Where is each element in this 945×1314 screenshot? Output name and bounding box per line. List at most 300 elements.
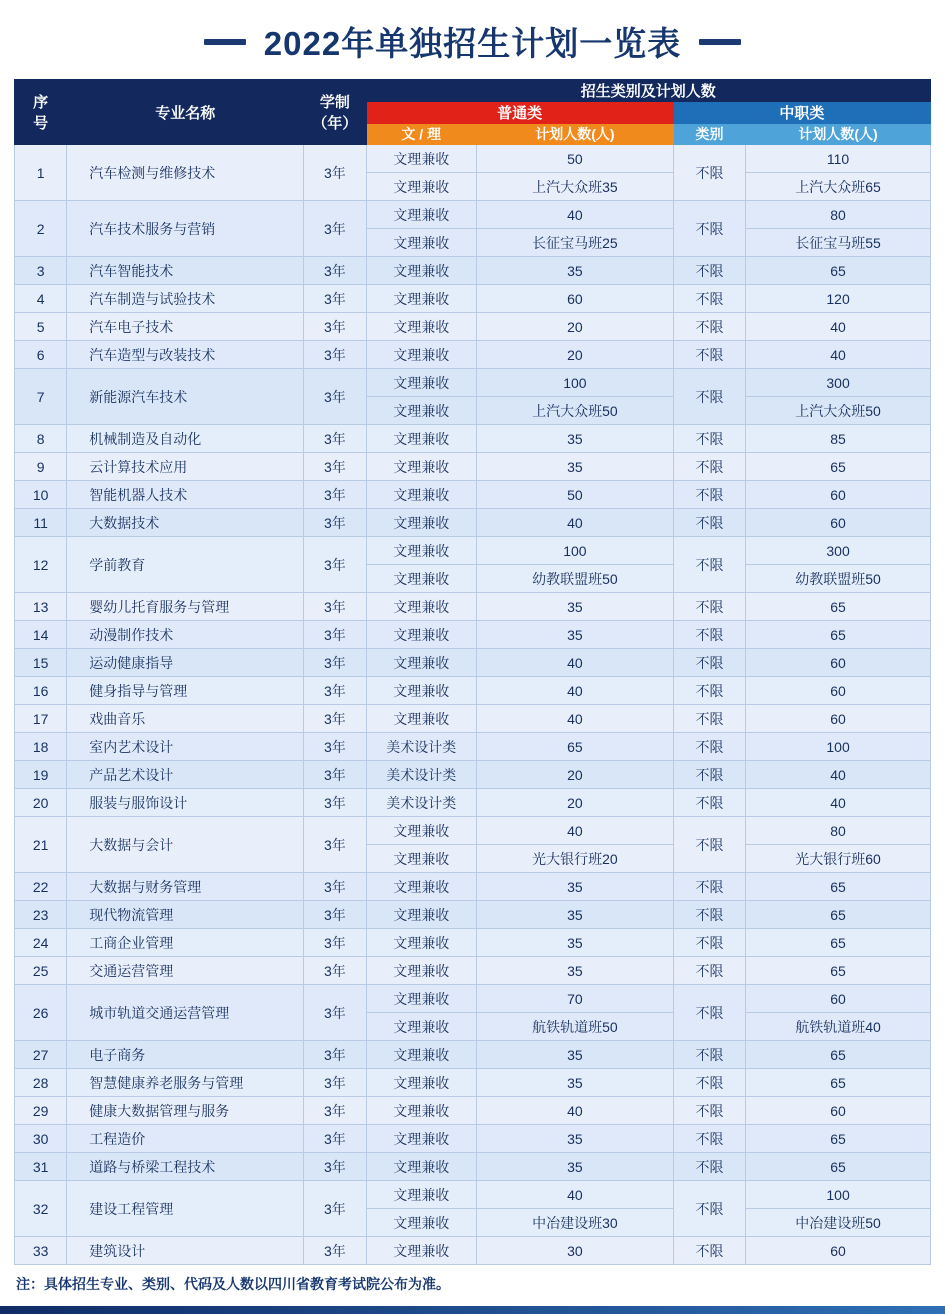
header-plan-zhongzhi: 计划人数(人) — [746, 124, 931, 145]
row-major-name: 工程造价 — [67, 1125, 304, 1153]
row-major-name: 大数据与会计 — [67, 817, 304, 873]
row-index: 10 — [15, 481, 67, 509]
table-row — [15, 817, 931, 845]
table-row — [15, 789, 931, 817]
row-major-name: 大数据与财务管理 — [67, 873, 304, 901]
row-wenli: 文理兼收 — [366, 677, 476, 705]
row-plan-normal: 100 — [476, 369, 673, 397]
row-major-name: 大数据技术 — [67, 509, 304, 537]
table-row — [15, 145, 931, 173]
row-study-years: 3年 — [304, 621, 366, 649]
table-note: 注：具体招生专业、类别、代码及人数以四川省教育考试院公布为准。 — [16, 1276, 450, 1292]
row-wenli: 文理兼收 — [366, 145, 476, 173]
row-study-years: 3年 — [304, 873, 366, 901]
row-plan-normal: 35 — [476, 453, 673, 481]
row-plan-zhongzhi: 65 — [746, 873, 931, 901]
row-study-years: 3年 — [304, 313, 366, 341]
row-plan-zhongzhi: 60 — [746, 509, 931, 537]
row-wenli: 文理兼收 — [366, 565, 476, 593]
row-plan-normal: 35 — [476, 873, 673, 901]
row-plan-normal: 35 — [476, 593, 673, 621]
row-category: 不限 — [673, 929, 745, 957]
row-plan-normal: 35 — [476, 957, 673, 985]
row-category: 不限 — [673, 1153, 745, 1181]
row-category: 不限 — [673, 957, 745, 985]
row-index: 20 — [15, 789, 67, 817]
row-wenli: 文理兼收 — [366, 229, 476, 257]
row-plan-normal: 35 — [476, 929, 673, 957]
row-wenli: 文理兼收 — [366, 1041, 476, 1069]
row-plan-zhongzhi: 60 — [746, 1097, 931, 1125]
row-category: 不限 — [673, 1097, 745, 1125]
row-study-years: 3年 — [304, 1237, 366, 1265]
header-year-line1: 学制 — [319, 94, 350, 111]
row-wenli: 文理兼收 — [366, 173, 476, 201]
row-wenli: 文理兼收 — [366, 285, 476, 313]
row-plan-normal: 幼教联盟班50 — [476, 565, 673, 593]
row-plan-normal: 65 — [476, 733, 673, 761]
table-row — [15, 1153, 931, 1181]
row-index: 15 — [15, 649, 67, 677]
row-wenli: 文理兼收 — [366, 341, 476, 369]
row-study-years: 3年 — [304, 425, 366, 453]
row-wenli: 文理兼收 — [366, 453, 476, 481]
row-wenli: 文理兼收 — [366, 1181, 476, 1209]
row-study-years: 3年 — [304, 761, 366, 789]
row-major-name: 智慧健康养老服务与管理 — [67, 1069, 304, 1097]
row-study-years: 3年 — [304, 509, 366, 537]
row-wenli: 文理兼收 — [366, 985, 476, 1013]
row-study-years: 3年 — [304, 257, 366, 285]
admission-plan-table — [14, 79, 931, 1265]
row-major-name: 工商企业管理 — [67, 929, 304, 957]
row-study-years: 3年 — [304, 649, 366, 677]
row-category: 不限 — [673, 201, 745, 257]
row-wenli: 文理兼收 — [366, 621, 476, 649]
row-wenli: 文理兼收 — [366, 1013, 476, 1041]
row-study-years: 3年 — [304, 985, 366, 1041]
row-plan-zhongzhi: 120 — [746, 285, 931, 313]
row-index: 13 — [15, 593, 67, 621]
row-major-name: 汽车技术服务与营销 — [67, 201, 304, 257]
row-index: 23 — [15, 901, 67, 929]
header-group-title: 招生类别及计划人数 — [366, 80, 931, 102]
row-index: 19 — [15, 761, 67, 789]
row-category: 不限 — [673, 257, 745, 285]
row-study-years: 3年 — [304, 1181, 366, 1237]
row-index: 14 — [15, 621, 67, 649]
row-index: 16 — [15, 677, 67, 705]
row-index: 22 — [15, 873, 67, 901]
row-category: 不限 — [673, 313, 745, 341]
row-plan-normal: 40 — [476, 649, 673, 677]
table-row — [15, 509, 931, 537]
row-major-name: 现代物流管理 — [67, 901, 304, 929]
table-row — [15, 1041, 931, 1069]
row-major-name: 动漫制作技术 — [67, 621, 304, 649]
row-index: 27 — [15, 1041, 67, 1069]
row-study-years: 3年 — [304, 369, 366, 425]
row-study-years: 3年 — [304, 957, 366, 985]
row-plan-normal: 60 — [476, 285, 673, 313]
row-plan-normal: 50 — [476, 481, 673, 509]
row-plan-normal: 40 — [476, 1097, 673, 1125]
row-wenli: 文理兼收 — [366, 593, 476, 621]
row-plan-zhongzhi: 300 — [746, 369, 931, 397]
header-year — [304, 80, 366, 145]
row-wenli: 文理兼收 — [366, 1153, 476, 1181]
header-index — [15, 80, 67, 145]
row-wenli: 文理兼收 — [366, 649, 476, 677]
row-plan-normal: 35 — [476, 621, 673, 649]
table-row — [15, 957, 931, 985]
row-study-years: 3年 — [304, 537, 366, 593]
row-wenli: 文理兼收 — [366, 845, 476, 873]
row-major-name: 汽车造型与改装技术 — [67, 341, 304, 369]
row-plan-normal: 35 — [476, 257, 673, 285]
row-study-years: 3年 — [304, 1125, 366, 1153]
row-index: 4 — [15, 285, 67, 313]
row-category: 不限 — [673, 873, 745, 901]
table-row — [15, 1097, 931, 1125]
row-study-years: 3年 — [304, 901, 366, 929]
row-plan-zhongzhi: 光大银行班60 — [746, 845, 931, 873]
row-index: 33 — [15, 1237, 67, 1265]
row-major-name: 汽车电子技术 — [67, 313, 304, 341]
row-wenli: 文理兼收 — [366, 929, 476, 957]
table-row — [15, 341, 931, 369]
row-wenli: 文理兼收 — [366, 1125, 476, 1153]
row-study-years: 3年 — [304, 1097, 366, 1125]
row-plan-normal: 20 — [476, 761, 673, 789]
row-index: 3 — [15, 257, 67, 285]
row-major-name: 新能源汽车技术 — [67, 369, 304, 425]
footer-bar — [0, 1306, 945, 1314]
row-wenli: 文理兼收 — [366, 901, 476, 929]
row-category: 不限 — [673, 705, 745, 733]
row-wenli: 文理兼收 — [366, 957, 476, 985]
row-major-name: 建设工程管理 — [67, 1181, 304, 1237]
row-wenli: 文理兼收 — [366, 873, 476, 901]
row-wenli: 美术设计类 — [366, 733, 476, 761]
row-index: 11 — [15, 509, 67, 537]
row-category: 不限 — [673, 509, 745, 537]
row-plan-zhongzhi: 65 — [746, 1041, 931, 1069]
row-plan-zhongzhi: 40 — [746, 789, 931, 817]
row-plan-normal: 35 — [476, 1069, 673, 1097]
row-category: 不限 — [673, 537, 745, 593]
row-plan-zhongzhi: 幼教联盟班50 — [746, 565, 931, 593]
table-row — [15, 1237, 931, 1265]
row-major-name: 交通运营管理 — [67, 957, 304, 985]
row-study-years: 3年 — [304, 1069, 366, 1097]
row-index: 5 — [15, 313, 67, 341]
header-wenli: 文 / 理 — [366, 124, 476, 145]
row-major-name: 建筑设计 — [67, 1237, 304, 1265]
row-study-years: 3年 — [304, 733, 366, 761]
row-category: 不限 — [673, 425, 745, 453]
row-major-name: 城市轨道交通运营管理 — [67, 985, 304, 1041]
row-plan-zhongzhi: 40 — [746, 313, 931, 341]
row-plan-zhongzhi: 长征宝马班55 — [746, 229, 931, 257]
row-plan-normal: 20 — [476, 789, 673, 817]
row-category: 不限 — [673, 453, 745, 481]
page-title-bar — [0, 0, 945, 79]
row-plan-normal: 20 — [476, 313, 673, 341]
row-study-years: 3年 — [304, 705, 366, 733]
row-plan-normal: 70 — [476, 985, 673, 1013]
header-row-group — [15, 80, 931, 102]
row-plan-normal: 20 — [476, 341, 673, 369]
row-index: 24 — [15, 929, 67, 957]
row-plan-zhongzhi: 60 — [746, 677, 931, 705]
row-plan-zhongzhi: 60 — [746, 985, 931, 1013]
title-dash-left — [204, 39, 246, 45]
row-index: 26 — [15, 985, 67, 1041]
row-category: 不限 — [673, 621, 745, 649]
table-row — [15, 201, 931, 229]
row-plan-normal: 中冶建设班30 — [476, 1209, 673, 1237]
row-major-name: 服装与服饰设计 — [67, 789, 304, 817]
row-plan-normal: 40 — [476, 677, 673, 705]
row-major-name: 汽车智能技术 — [67, 257, 304, 285]
row-category: 不限 — [673, 1181, 745, 1237]
table-row — [15, 537, 931, 565]
row-plan-normal: 上汽大众班35 — [476, 173, 673, 201]
row-plan-zhongzhi: 65 — [746, 929, 931, 957]
row-wenli: 文理兼收 — [366, 817, 476, 845]
row-major-name: 道路与桥梁工程技术 — [67, 1153, 304, 1181]
row-plan-zhongzhi: 上汽大众班65 — [746, 173, 931, 201]
table-row — [15, 761, 931, 789]
row-wenli: 文理兼收 — [366, 705, 476, 733]
row-plan-zhongzhi: 60 — [746, 481, 931, 509]
row-major-name: 智能机器人技术 — [67, 481, 304, 509]
row-index: 17 — [15, 705, 67, 733]
row-major-name: 戏曲音乐 — [67, 705, 304, 733]
row-index: 2 — [15, 201, 67, 257]
row-category: 不限 — [673, 1069, 745, 1097]
row-category: 不限 — [673, 649, 745, 677]
row-category: 不限 — [673, 481, 745, 509]
row-index: 6 — [15, 341, 67, 369]
row-index: 25 — [15, 957, 67, 985]
row-plan-zhongzhi: 60 — [746, 705, 931, 733]
table-row — [15, 425, 931, 453]
header-category: 类别 — [673, 124, 745, 145]
table-row — [15, 593, 931, 621]
row-index: 8 — [15, 425, 67, 453]
row-study-years: 3年 — [304, 1153, 366, 1181]
row-plan-zhongzhi: 60 — [746, 649, 931, 677]
row-plan-zhongzhi: 110 — [746, 145, 931, 173]
table-row — [15, 901, 931, 929]
header-plan-normal: 计划人数(人) — [476, 124, 673, 145]
row-plan-zhongzhi: 65 — [746, 901, 931, 929]
row-category: 不限 — [673, 761, 745, 789]
row-plan-zhongzhi: 航铁轨道班40 — [746, 1013, 931, 1041]
header-index-line1: 序 — [33, 94, 49, 111]
row-major-name: 云计算技术应用 — [67, 453, 304, 481]
table-head — [15, 80, 931, 145]
row-category: 不限 — [673, 817, 745, 873]
table-row — [15, 649, 931, 677]
row-index: 21 — [15, 817, 67, 873]
row-plan-zhongzhi: 65 — [746, 453, 931, 481]
row-plan-normal: 35 — [476, 1153, 673, 1181]
row-index: 30 — [15, 1125, 67, 1153]
table-row — [15, 1181, 931, 1209]
row-study-years: 3年 — [304, 817, 366, 873]
row-study-years: 3年 — [304, 145, 366, 201]
table-row — [15, 481, 931, 509]
row-plan-zhongzhi: 65 — [746, 1153, 931, 1181]
row-index: 18 — [15, 733, 67, 761]
table-row — [15, 929, 931, 957]
row-plan-zhongzhi: 上汽大众班50 — [746, 397, 931, 425]
table-row — [15, 369, 931, 397]
row-study-years: 3年 — [304, 1041, 366, 1069]
row-category: 不限 — [673, 341, 745, 369]
row-major-name: 健身指导与管理 — [67, 677, 304, 705]
row-category: 不限 — [673, 789, 745, 817]
row-plan-normal: 光大银行班20 — [476, 845, 673, 873]
row-plan-zhongzhi: 65 — [746, 621, 931, 649]
row-index: 31 — [15, 1153, 67, 1181]
row-plan-zhongzhi: 65 — [746, 1125, 931, 1153]
row-wenli: 文理兼收 — [366, 509, 476, 537]
table-body — [15, 145, 931, 1265]
row-category: 不限 — [673, 145, 745, 201]
row-category: 不限 — [673, 593, 745, 621]
row-index: 32 — [15, 1181, 67, 1237]
table-row — [15, 1069, 931, 1097]
row-category: 不限 — [673, 285, 745, 313]
row-wenli: 文理兼收 — [366, 1237, 476, 1265]
table-row — [15, 313, 931, 341]
row-plan-zhongzhi: 60 — [746, 1237, 931, 1265]
row-plan-zhongzhi: 100 — [746, 1181, 931, 1209]
row-plan-zhongzhi: 65 — [746, 957, 931, 985]
row-category: 不限 — [673, 1041, 745, 1069]
row-wenli: 文理兼收 — [366, 1097, 476, 1125]
row-index: 7 — [15, 369, 67, 425]
row-plan-zhongzhi: 65 — [746, 1069, 931, 1097]
row-wenli: 文理兼收 — [366, 481, 476, 509]
row-plan-normal: 35 — [476, 1041, 673, 1069]
row-study-years: 3年 — [304, 341, 366, 369]
row-plan-zhongzhi: 80 — [746, 817, 931, 845]
row-plan-normal: 100 — [476, 537, 673, 565]
table-row — [15, 873, 931, 901]
row-study-years: 3年 — [304, 677, 366, 705]
row-wenli: 文理兼收 — [366, 1209, 476, 1237]
row-plan-normal: 35 — [476, 901, 673, 929]
row-study-years: 3年 — [304, 285, 366, 313]
row-plan-normal: 航铁轨道班50 — [476, 1013, 673, 1041]
row-category: 不限 — [673, 901, 745, 929]
header-group-zhongzhi: 中职类 — [673, 102, 930, 124]
row-plan-zhongzhi: 40 — [746, 341, 931, 369]
row-major-name: 汽车制造与试验技术 — [67, 285, 304, 313]
table-row — [15, 1125, 931, 1153]
row-major-name: 健康大数据管理与服务 — [67, 1097, 304, 1125]
table-row — [15, 705, 931, 733]
row-category: 不限 — [673, 733, 745, 761]
table-row — [15, 733, 931, 761]
row-wenli: 文理兼收 — [366, 425, 476, 453]
row-plan-zhongzhi: 65 — [746, 257, 931, 285]
row-plan-normal: 40 — [476, 201, 673, 229]
row-major-name: 汽车检测与维修技术 — [67, 145, 304, 201]
row-plan-normal: 35 — [476, 425, 673, 453]
row-major-name: 学前教育 — [67, 537, 304, 593]
row-wenli: 美术设计类 — [366, 761, 476, 789]
row-plan-zhongzhi: 100 — [746, 733, 931, 761]
row-wenli: 文理兼收 — [366, 369, 476, 397]
row-study-years: 3年 — [304, 201, 366, 257]
row-study-years: 3年 — [304, 453, 366, 481]
row-wenli: 文理兼收 — [366, 201, 476, 229]
row-study-years: 3年 — [304, 789, 366, 817]
row-major-name: 机械制造及自动化 — [67, 425, 304, 453]
table-row — [15, 257, 931, 285]
row-wenli: 文理兼收 — [366, 257, 476, 285]
row-study-years: 3年 — [304, 481, 366, 509]
row-major-name: 室内艺术设计 — [67, 733, 304, 761]
row-category: 不限 — [673, 1125, 745, 1153]
row-wenli: 美术设计类 — [366, 789, 476, 817]
row-plan-zhongzhi: 中冶建设班50 — [746, 1209, 931, 1237]
row-plan-normal: 50 — [476, 145, 673, 173]
page-title: 2022年单独招生计划一览表 — [263, 25, 682, 62]
table-row — [15, 285, 931, 313]
row-plan-normal: 长征宝马班25 — [476, 229, 673, 257]
table-row — [15, 677, 931, 705]
row-major-name: 婴幼儿托育服务与管理 — [67, 593, 304, 621]
row-major-name: 运动健康指导 — [67, 649, 304, 677]
table-row — [15, 621, 931, 649]
row-study-years: 3年 — [304, 929, 366, 957]
row-index: 1 — [15, 145, 67, 201]
row-major-name: 电子商务 — [67, 1041, 304, 1069]
row-plan-zhongzhi: 65 — [746, 593, 931, 621]
row-plan-normal: 30 — [476, 1237, 673, 1265]
row-plan-zhongzhi: 80 — [746, 201, 931, 229]
table-container — [0, 79, 945, 1265]
table-row — [15, 453, 931, 481]
row-wenli: 文理兼收 — [366, 397, 476, 425]
row-category: 不限 — [673, 369, 745, 425]
row-index: 12 — [15, 537, 67, 593]
row-plan-normal: 40 — [476, 509, 673, 537]
header-year-line2: （年） — [312, 115, 358, 132]
row-index: 28 — [15, 1069, 67, 1097]
row-major-name: 产品艺术设计 — [67, 761, 304, 789]
row-plan-normal: 40 — [476, 1181, 673, 1209]
row-category: 不限 — [673, 1237, 745, 1265]
table-row — [15, 985, 931, 1013]
header-index-line2: 号 — [33, 115, 49, 132]
row-wenli: 文理兼收 — [366, 537, 476, 565]
row-plan-zhongzhi: 85 — [746, 425, 931, 453]
row-wenli: 文理兼收 — [366, 313, 476, 341]
row-study-years: 3年 — [304, 593, 366, 621]
row-wenli: 文理兼收 — [366, 1069, 476, 1097]
title-dash-right — [699, 39, 741, 45]
row-plan-normal: 40 — [476, 705, 673, 733]
row-index: 9 — [15, 453, 67, 481]
